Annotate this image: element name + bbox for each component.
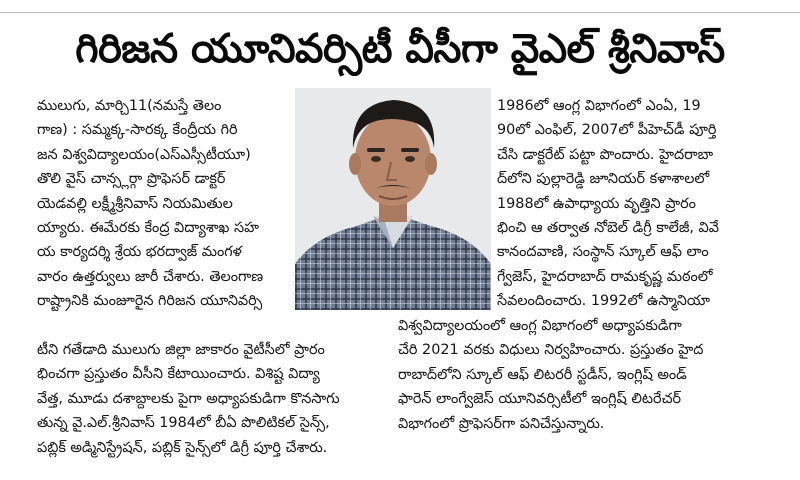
article-column-mid-bottom	[398, 314, 760, 436]
text-line: టీని గతేడాది ములుగు జిల్లా జాకారం వైటీసీలో ప్రారం	[37, 342, 325, 358]
text-line: తున్న వై.ఎల్.శ్రీనివాస్ 1984లో బీఏ పొలిటికల్ సైన్స్,	[37, 415, 330, 432]
text-line: విభాగంలో ప్రొఫెసర్‌గా పనిచేస్తున్నారు.	[398, 415, 605, 432]
text-line: వారం ఉత్తర్వులు జారీ చేశారు. తెలంగాణ	[37, 268, 264, 285]
text-line: సేవలందించారు. 1992లో ఉస్మానియా	[497, 293, 711, 310]
text-line: యెడవల్లి లక్ష్మీశ్రీనివాస్ నియమితుల	[37, 195, 233, 212]
text-line: చేసి డాక్టరేట్ పట్టా పొందారు. హైదరాబా	[497, 146, 714, 163]
text-line: గ్వేజెస్, హైదరాబాద్ రామకృష్ణ మఠంలో	[497, 268, 713, 285]
text-line: జన విశ్వవిద్యాలయం(ఎస్ఎస్సీటీయూ)	[37, 146, 251, 163]
text-line: విశ్వవిద్యాలయంలో ఆంగ్ల విభాగంలో అధ్యాపకుడిగా	[398, 318, 682, 334]
text-line: పబ్లిక్ అడ్మినిస్ట్రేషన్, పబ్లిక్ సైన్స్‌లో డిగ్రీ పూర్తి చేశారు.	[37, 439, 328, 456]
text-line: వేత్త, మూడు దశాబ్దాలకు పైగా అధ్యాపకుడిగా కొనసాగు	[37, 390, 340, 407]
article-column-left	[37, 94, 290, 314]
text-line: రాబాద్‌లోని స్కూల్ ఆఫ్ లిటరరీ స్టడీస్, ఇంగ్లిష్ అండ్	[398, 366, 687, 383]
text-line: ద్‌లోని పుల్లారెడ్డి జూనియర్ కళాశాలలో	[497, 171, 710, 188]
top-rule	[0, 2, 800, 13]
text-line: భించగా ప్రస్తుతం వీసీని కేటాయించారు. విశిష్ట విద్యా	[37, 366, 320, 383]
text-line: 90లో ఎంఫిల్, 2007లో పీహెచ్‌డీ పూర్తి	[497, 122, 717, 139]
text-line: య్యారు. ఈమేరకు కేంద్ర విద్యాశాఖ సహ	[37, 219, 259, 236]
text-line: ములుగు, మార్చి11(నమస్తే తెలం	[37, 98, 222, 114]
text-line: గాణ) : సమ్మక్క-సారక్క కేంద్రీయ గిరి	[37, 122, 238, 139]
portrait-illustration	[295, 88, 491, 310]
text-line: చేరి 2021 వరకు విధులు నిర్వహించారు. ప్రస్తుతం హైద	[398, 342, 704, 359]
text-line: 1986లో ఆంగ్ల విభాగంలో ఎంఏ, 19	[497, 98, 701, 114]
text-line: కానందవాణి, సంస్థాన్ స్కూల్ ఆఫ్ లాం	[497, 244, 709, 261]
text-line: ఫారెన్ లాంగ్వేజెస్ యూనివర్సిటీలో ఇంగ్లిష్ లిటరేచర్	[398, 391, 682, 408]
text-line: రాష్ట్రానికి మంజూరైన గిరిజన యూనివర్సి	[37, 293, 263, 310]
text-line: భించి ఆ తర్వాత నోబెల్ డిగ్రీ కాలేజీ, వివే	[497, 219, 720, 236]
article-column-right	[497, 94, 760, 314]
headline: గిరిజన యూనివర్సిటీ వీసీగా వైఎల్ శ్రీనివాస్	[75, 26, 725, 72]
article-column-left-bottom	[37, 338, 378, 460]
text-line: తొలి వైస్ చాన్స్లర్గా ప్రొఫెసర్ డాక్టర్	[37, 171, 226, 188]
portrait-photo	[295, 88, 491, 310]
text-line: 1988లో ఉపాధ్యాయ వృత్తిని ప్రారం	[497, 195, 696, 212]
text-line: య కార్యదర్శి శ్రేయ భరద్వాజ్ మంగళ	[37, 244, 242, 261]
